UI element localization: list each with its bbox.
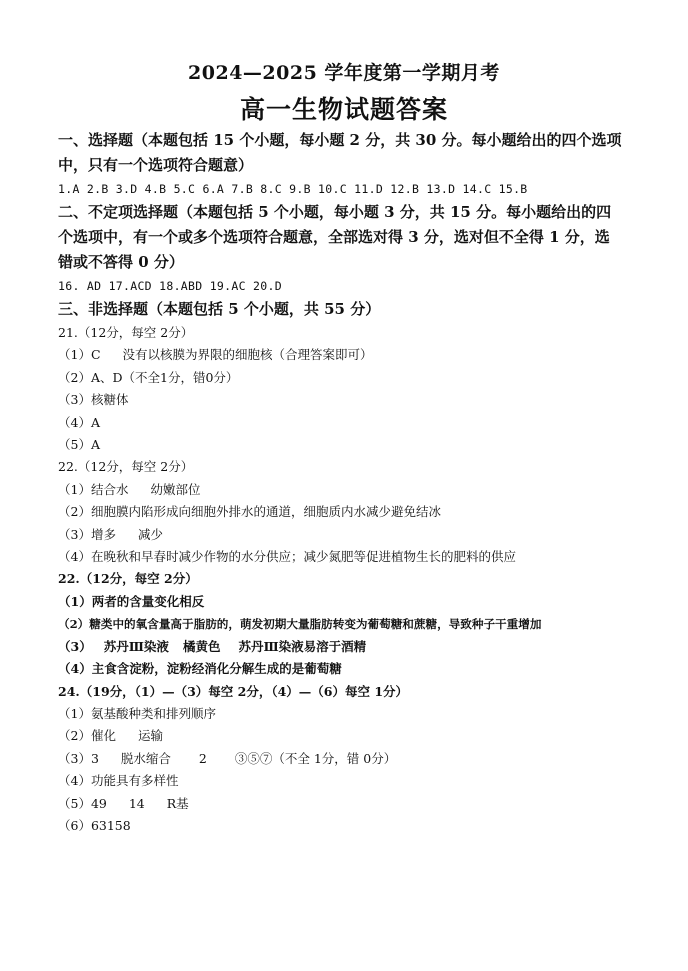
section2-heading-line2: 个选项中，有一个或多个选项符合题意，全部选对得 3 分，选对但不全得 1 分，选 (58, 228, 610, 246)
q24-a5-part1: 14 (128, 795, 145, 811)
q22b-answer-3 (58, 636, 662, 658)
section1-heading-line1: 一、选择题（本题包括 15 个小题，每小题 2 分，共 30 分。每小题给出的四个选项 (58, 131, 622, 149)
q22b-a3-part2: 橘黄色 (182, 638, 221, 654)
q22b-answer-1: （1）两者的含量变化相反 (58, 593, 205, 609)
q24-a5-number: （5）49 (58, 795, 107, 811)
section1-answers: 1.A 2.B 3.D 4.B 5.C 6.A 7.B 8.C 9.B 10.C 11.D 12.B 13.D 14.C 15.B (58, 182, 528, 196)
q24-a3-part1: 脱水缩合 (120, 750, 171, 766)
q22a-a3-number: （3）增多 (58, 526, 116, 542)
q22a-answer-4: （4）在晚秋和早春时减少作物的水分供应；减少氮肥等促进植物生长的肥料的供应 (58, 549, 516, 565)
q22a-a1-text: 幼嫩部位 (150, 481, 201, 497)
q21-heading: 21.（12分，每空 2分） (58, 325, 194, 340)
q22b-answer-2: （2）糖类中的氧含量高于脂肪的，萌发初期大量脂肪转变为葡萄糖和蔗糖，导致种子干重增加 (58, 617, 542, 632)
q21-answer-4: （4）A (58, 414, 100, 430)
q22a-answer-1 (58, 479, 662, 501)
q24-a2-text: 运输 (137, 728, 163, 744)
q24-a2-number: （2）催化 (58, 728, 116, 744)
exam-title: 2024—2025 学年度第一学期月考 (188, 62, 500, 84)
q24-a3-number: （3）3 (58, 750, 99, 766)
q22b-heading: 22.（12分，每空 2分） (58, 571, 198, 587)
q24-a3-part3: ③⑤⑦（不全 1分，错 0分） (234, 750, 397, 766)
q21-answer-1 (58, 344, 662, 366)
section2-answers: 16. AD 17.ACD 18.ABD 19.AC 20.D (58, 279, 282, 293)
q22b-a3-number: （3） (58, 638, 92, 654)
section1-heading-line2: 中，只有一个选项符合题意） (58, 156, 254, 174)
q22a-a1-number: （1）结合水 (58, 481, 129, 497)
q24-answer-3 (58, 748, 662, 770)
q24-a5-part2: R基 (166, 795, 189, 811)
q22b-answer-4: （4）主食含淀粉，淀粉经消化分解生成的是葡萄糖 (58, 661, 342, 677)
q24-answer-4: （4）功能具有多样性 (58, 773, 179, 789)
q22a-heading: 22.（12分，每空 2分） (58, 459, 194, 475)
section2-heading-line1: 二、不定项选择题（本题包括 5 个小题，每小题 3 分，共 15 分。每小题给出的四 (58, 203, 612, 221)
q22a-answer-3 (58, 524, 662, 546)
section3-heading: 三、非选择题（本题包括 5 个小题，共 55 分） (58, 300, 381, 318)
q22b-a3-part3: 苏丹Ⅲ染液易溶于酒精 (238, 638, 367, 654)
q24-a3-part2: 2 (198, 750, 207, 766)
q22a-answer-2: （2）细胞膜内陷形成向细胞外排水的通道，细胞质内水减少避免结冰 (58, 504, 441, 520)
q21-a1-text: 没有以核膜为界限的细胞核（合理答案即可） (122, 347, 373, 363)
q21-a1-number: （1）C (58, 347, 101, 363)
q24-answer-6: （6）63158 (58, 817, 131, 833)
q22a-a3-text: 减少 (137, 526, 163, 542)
q21-answer-5: （5）A (58, 437, 100, 453)
q24-heading: 24.（19分，（1）—（3）每空 2分，（4）—（6）每空 1分） (58, 683, 409, 699)
q21-answer-3: （3）核糖体 (58, 392, 129, 408)
q24-answer-2 (58, 725, 662, 747)
section2-heading-line3: 错或不答得 0 分） (58, 253, 184, 271)
answer-key-title: 高一生物试题答案 (239, 95, 448, 124)
document-body (58, 128, 662, 837)
q22b-a3-part1: 苏丹Ⅲ染液 (103, 638, 169, 654)
q24-answer-5 (58, 793, 662, 815)
q21-answer-2: （2）A、D（不全1分，错0分） (58, 369, 239, 385)
q24-answer-1: （1）氨基酸种类和排列顺序 (58, 705, 216, 721)
